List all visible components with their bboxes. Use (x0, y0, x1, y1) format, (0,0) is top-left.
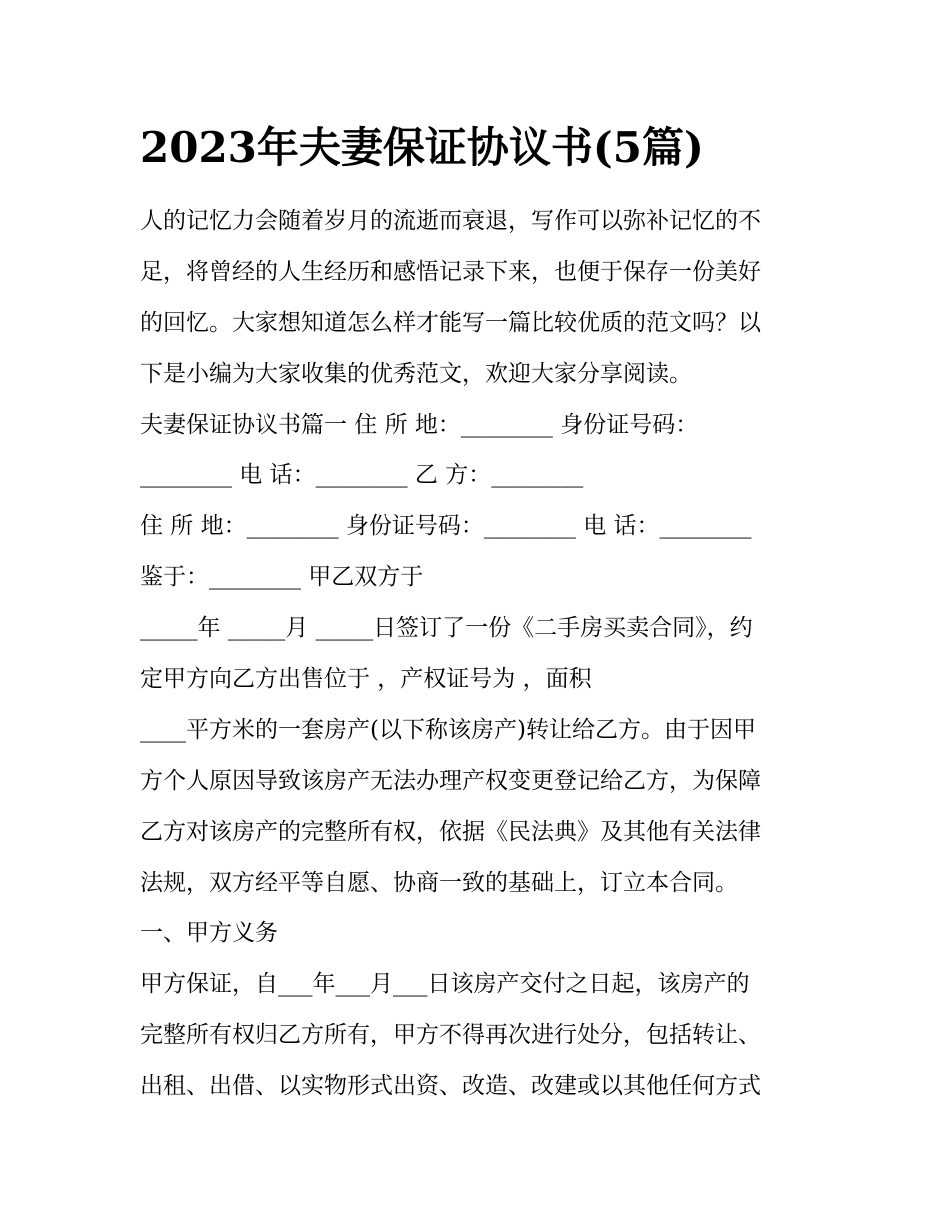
text-line: 人的记忆力会随着岁月的流逝而衰退，写作可以弥补记忆的不 (140, 208, 761, 234)
text-line: 的回忆。大家想知道怎么样才能写一篇比较优质的范文吗？以 (140, 309, 761, 336)
section-heading: 一、甲方义务 (140, 920, 278, 947)
document-body (140, 196, 830, 1112)
text-line: ________ 电 话：________ 乙 方：________ (140, 462, 584, 489)
text-line: 方个人原因导致该房产无法办理产权变更登记给乙方，为保障 (140, 767, 761, 794)
text-line: _____年 _____月 _____日签订了一份《二手房买卖合同》，约 (140, 615, 753, 642)
document-title: 2023年夫妻保证协议书(5篇) (140, 123, 704, 172)
text-line: 住 所 地：________ 身份证号码：________ 电 话：________ (140, 513, 752, 540)
text-line: 下是小编为大家收集的优秀范文，欢迎大家分享阅读。 (140, 360, 692, 387)
text-line: 鉴于：________ 甲乙双方于 (140, 564, 424, 591)
text-line: 乙方对该房产的完整所有权，依据《民法典》及其他有关法律 (140, 818, 761, 845)
text-line: 完整所有权归乙方所有，甲方不得再次进行处分，包括转让、 (140, 1022, 761, 1049)
text-line: 足，将曾经的人生经历和感悟记录下来，也便于保存一份美好 (140, 258, 761, 285)
text-line: ____平方米的一套房产(以下称该房产)转让给乙方。由于因甲 (140, 716, 756, 743)
text-line: 定甲方向乙方出售位于 ，产权证号为 ，面积 (140, 666, 592, 693)
text-line: 夫妻保证协议书篇一 住 所 地：________ 身份证号码： (140, 411, 699, 438)
text-line: 出租、出借、以实物形式出资、改造、改建或以其他任何方式 (140, 1073, 761, 1100)
text-line: 甲方保证，自___年___月___日该房产交付之日起，该房产的 (140, 971, 750, 998)
text-line: 法规，双方经平等自愿、协商一致的基础上，订立本合同。 (140, 869, 738, 896)
